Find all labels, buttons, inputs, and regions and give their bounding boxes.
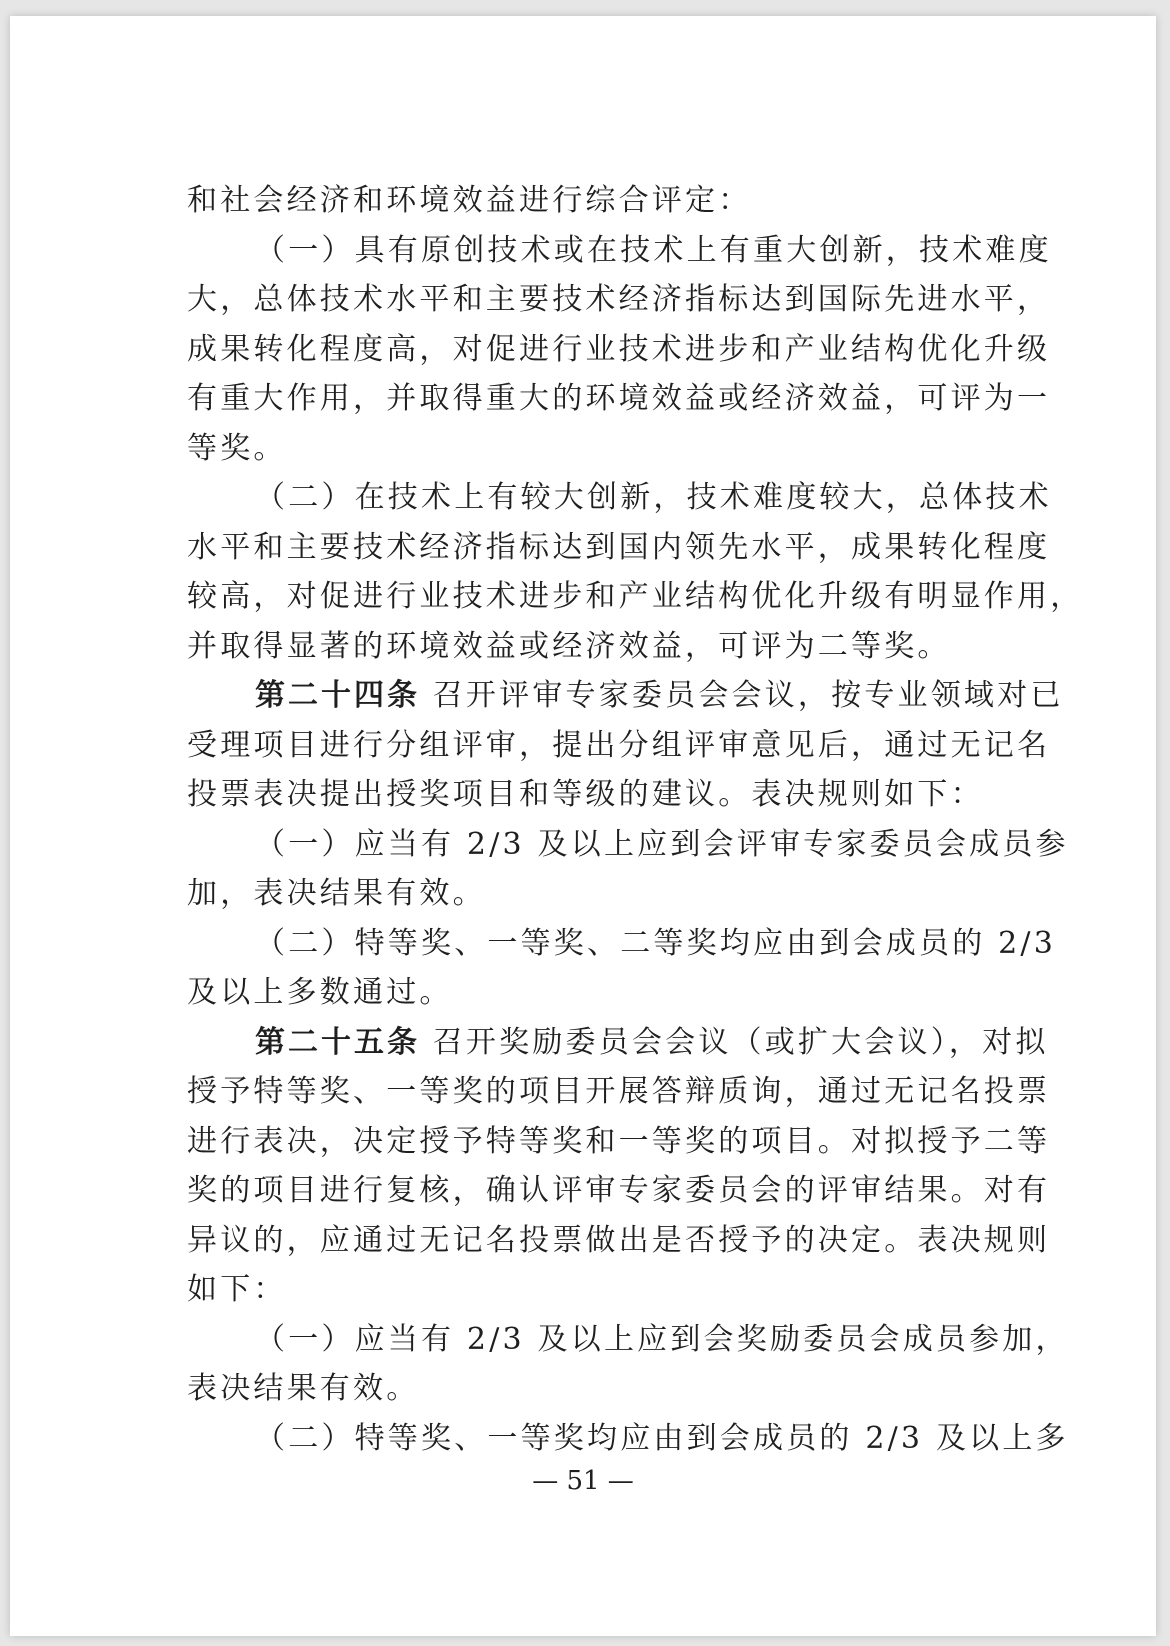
text-line: 异议的，应通过无记名投票做出是否授予的决定。表决规则 xyxy=(187,1222,1051,1258)
text-line: （二）特等奖、一等奖均应由到会成员的 2/3 及以上多 xyxy=(255,1420,1069,1456)
text-line: （一）应当有 2/3 及以上应到会评审专家委员会成员参 xyxy=(255,826,1069,862)
text-line: 有重大作用，并取得重大的环境效益或经济效益，可评为一 xyxy=(187,381,1051,416)
article-text: 召开评审专家委员会会议，按专业领域对已 xyxy=(420,678,1064,713)
text-line: （二）特等奖、一等奖、二等奖均应由到会成员的 2/3 xyxy=(255,925,1057,961)
text-line: 加，表决结果有效。 xyxy=(187,876,486,911)
text-line: 受理项目进行分组评审，提出分组评审意见后，通过无记名 xyxy=(187,727,1051,763)
document-page xyxy=(10,16,1156,1636)
text-line: 成果转化程度高，对促进行业技术进步和产业结构优化升级 xyxy=(187,331,1051,367)
text-line: （二）在技术上有较大创新，技术难度较大，总体技术 xyxy=(255,480,1052,515)
text-line: 如下： xyxy=(187,1272,287,1307)
text-line: （一）应当有 2/3 及以上应到会奖励委员会成员参加， xyxy=(255,1321,1069,1357)
article-heading: 第二十四条 xyxy=(255,678,420,713)
text-line: 奖的项目进行复核，确认评审专家委员会的评审结果。对有 xyxy=(187,1173,1051,1208)
article-line xyxy=(187,671,1064,721)
article-text: 召开奖励委员会会议（或扩大会议），对拟 xyxy=(420,1024,1049,1060)
text-line: 并取得显著的环境效益或经济效益，可评为二等奖。 xyxy=(187,628,951,664)
text-line: 较高，对促进行业技术进步和产业结构优化升级有明显作用， xyxy=(187,579,1084,614)
text-line: 表决结果有效。 xyxy=(187,1371,420,1406)
text-line: 水平和主要技术经济指标达到国内领先水平，成果转化程度 xyxy=(187,529,1051,565)
text-line: 授予特等奖、一等奖的项目开展答辩质询，通过无记名投票 xyxy=(187,1074,1051,1109)
document-body xyxy=(187,176,1084,1463)
text-line: 及以上多数通过。 xyxy=(187,975,453,1010)
text-line: （一）具有原创技术或在技术上有重大创新，技术难度 xyxy=(255,232,1052,268)
text-line: 进行表决，决定授予特等奖和一等奖的项目。对拟授予二等 xyxy=(187,1123,1051,1159)
article-heading: 第二十五条 xyxy=(255,1024,420,1060)
article-line xyxy=(187,1018,1049,1068)
text-line: 和社会经济和环境效益进行综合评定： xyxy=(187,183,752,218)
text-line: 大，总体技术水平和主要技术经济指标达到国际先进水平， xyxy=(187,282,1051,317)
text-line: 投票表决提出授奖项目和等级的建议。表决规则如下： xyxy=(187,777,984,812)
text-line: 等奖。 xyxy=(187,430,287,466)
page-number: — 51 — xyxy=(532,1466,634,1496)
